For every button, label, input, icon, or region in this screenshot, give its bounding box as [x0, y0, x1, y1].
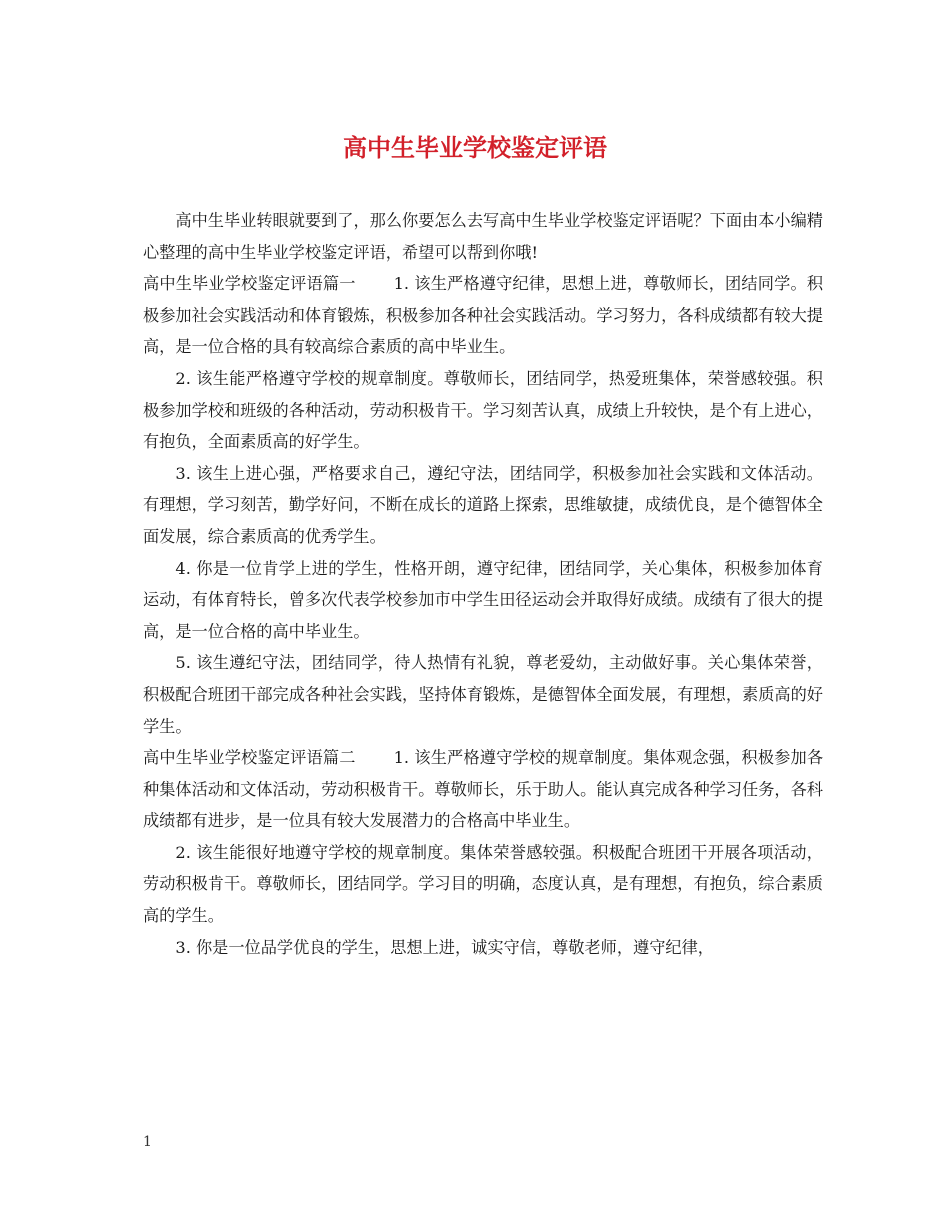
document-title: 高中生毕业学校鉴定评语 [343, 133, 607, 162]
section-2-item-3: 3. 你是一位品学优良的学生，思想上进，诚实守信，尊敬老师，遵守纪律， [175, 937, 714, 957]
section-1-item-2: 2. 该生能严格遵守学校的规章制度。尊敬师长，团结同学，热爱班集体，荣誉感较强。积极参加学校和班级的各种活动，劳动积极肯干。学习刻苦认真，成绩上升较快，是个有上进心，有抱负，全面素质高的好学生。 [143, 368, 823, 452]
section-2-item-1: 1. 该生严格遵守学校的规章制度。集体观念强，积极参加各种集体活动和文体活动，劳动积极肯干。尊敬师长，乐于助人。能认真完成各种学习任务，各科成绩都有进步，是一位具有较大发展潜力的合格高中毕业生。 [143, 748, 824, 831]
section-1-item-1: 1. 该生严格遵守纪律，思想上进，尊敬师长，团结同学。积极参加社会实践活动和体育锻炼，积极参加各种社会实践活动。学习努力，各科成绩都有较大提高，是一位合格的具有较高综合素质的高中毕业生。 [143, 274, 824, 357]
section-1-item-3: 3. 该生上进心强，严格要求自己，遵纪守法，团结同学，积极参加社会实践和文体活动。有理想，学习刻苦，勤学好问，不断在成长的道路上探索，思维敏捷，成绩优良，是个德智体全面发展，综合素质高的优秀学生。 [143, 463, 823, 546]
page-number: 1 [143, 1134, 152, 1150]
document-body [143, 205, 823, 963]
section-1-paragraph [143, 268, 823, 363]
intro-paragraph: 高中生毕业转眼就要到了，那么你要怎么去写高中生毕业学校鉴定评语呢？下面由本小编精心整理的高中生毕业学校鉴定评语，希望可以帮到你哦! [143, 211, 823, 262]
section-2-label: 高中生毕业学校鉴定评语篇二 [143, 748, 356, 768]
section-2-item-2: 2. 该生能很好地遵守学校的规章制度。集体荣誉感较强。积极配合班团干开展各项活动，劳动积极肯干。尊敬师长，团结同学。学习目的明确，态度认真，是有理想，有抱负，综合素质高的学生。 [143, 842, 823, 926]
section-1-item-4: 4. 你是一位肯学上进的学生，性格开朗，遵守纪律，团结同学，关心集体，积极参加体育运动，有体育特长，曾多次代表学校参加市中学生田径运动会并取得好成绩。成绩有了很大的提高，是一位合格的高中毕业生。 [143, 558, 823, 641]
section-1-label: 高中生毕业学校鉴定评语篇一 [143, 274, 356, 294]
section-1-item-5: 5. 该生遵纪守法，团结同学，待人热情有礼貌，尊老爱幼，主动做好事。关心集体荣誉，积极配合班团干部完成各种社会实践，坚持体育锻炼，是德智体全面发展，有理想，素质高的好学生。 [143, 653, 823, 736]
section-2-paragraph [143, 742, 823, 837]
